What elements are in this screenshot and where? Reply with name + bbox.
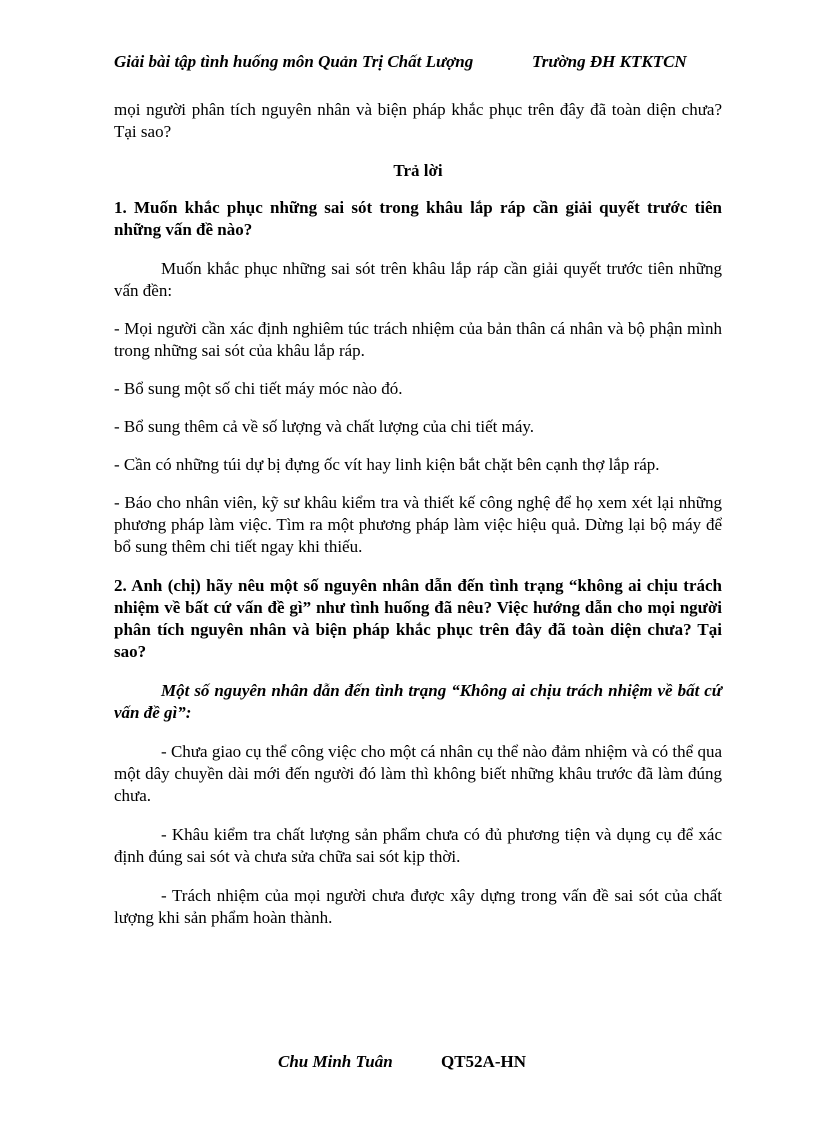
page-content (114, 99, 722, 946)
question-1-item: - Cần có những túi dự bị đựng ốc vít hay linh kiện bắt chặt bên cạnh thợ lắp ráp. (114, 455, 660, 474)
question-2-item: - Trách nhiệm của mọi người chưa được xây dựng trong vấn đề sai sót của chất lượng khi sản phẩm hoàn thành. (114, 886, 722, 927)
question-1-item: - Báo cho nhân viên, kỹ sư khâu kiểm tra và thiết kế công nghệ để họ xem xét lại những phương pháp làm việc. Tìm ra một phương pháp làm việc hiệu quả. Dừng lại bộ máy để bổ sung thêm chi tiết ngay khi thiếu. (114, 493, 722, 556)
page-header (114, 52, 722, 72)
author-name: Chu Minh Tuân (278, 1052, 393, 1071)
question-1-item: - Bổ sung một số chi tiết máy móc nào đó. (114, 379, 403, 398)
class-code: QT52A-HN (441, 1052, 526, 1071)
question-1-lead: Muốn khắc phục những sai sót trên khâu lắp ráp cần giải quyết trước tiên những vấn đền: (114, 259, 722, 300)
question-2-heading: 2. Anh (chị) hãy nêu một số nguyên nhân dẫn đến tình trạng “không ai chịu trách nhiệm về bất cứ vấn đề gì” như tình huống đã nêu? Việc hướng dẫn cho mọi người phân tích nguyên nhân và biện pháp khắc phục trên đây đã toàn diện chưa? Tại sao? (114, 576, 722, 661)
question-1-item: - Bổ sung thêm cả về số lượng và chất lượng của chi tiết máy. (114, 417, 535, 436)
question-1-item: - Mọi người cần xác định nghiêm túc trách nhiệm của bản thân cá nhân và bộ phận mình trong những sai sót của khâu lắp ráp. (114, 319, 722, 360)
header-course-title: Giải bài tập tình huống môn Quản Trị Chất Lượng (114, 52, 474, 71)
header-school-name: Trường ĐH KTKTCN (532, 52, 687, 71)
question-2-item: - Chưa giao cụ thể công việc cho một cá nhân cụ thể nào đảm nhiệm và có thể qua một dây chuyền dài mới đến người đó làm thì không biết những khâu trước đã làm đúng chưa. (114, 742, 722, 805)
question-2-lead: Một số nguyên nhân dẫn đến tình trạng “Không ai chịu trách nhiệm về bất cứ vấn đề gì”: (114, 681, 722, 722)
question-1-heading: 1. Muốn khắc phục những sai sót trong khâu lắp ráp cần giải quyết trước tiên những vấn đề nào? (114, 198, 722, 239)
answer-heading: Trả lời (393, 161, 443, 180)
question-2-item: - Khâu kiểm tra chất lượng sản phẩm chưa có đủ phương tiện và dụng cụ để xác định đúng sai sót và chưa sửa chữa sai sót kịp thời. (114, 825, 722, 866)
intro-text: mọi người phân tích nguyên nhân và biện pháp khắc phục trên đây đã toàn diện chưa? Tại sao? (114, 100, 722, 141)
